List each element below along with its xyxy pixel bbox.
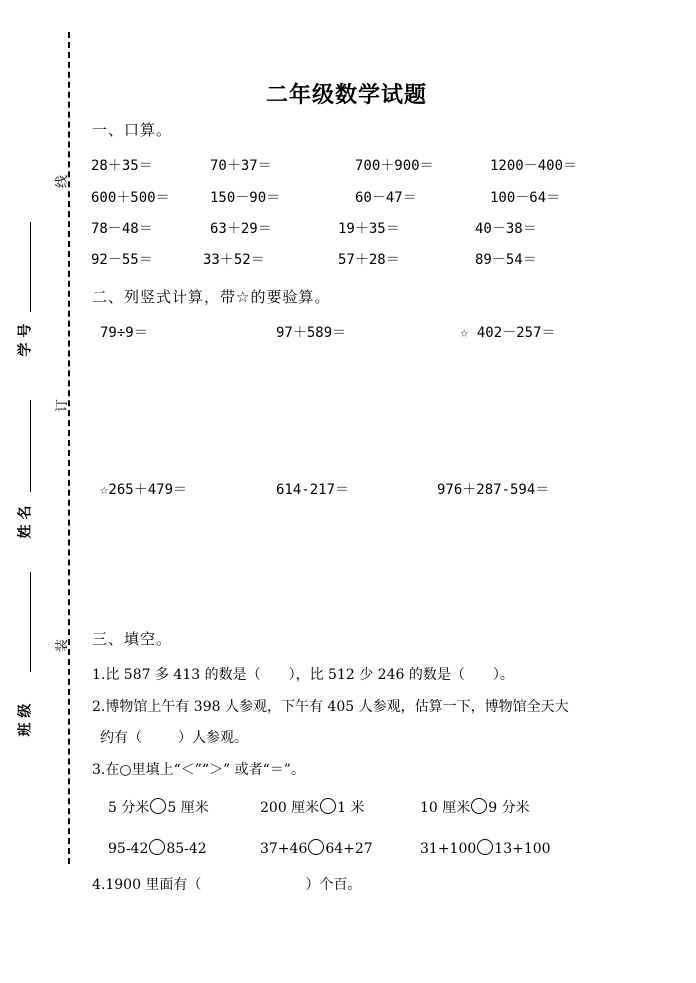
- compare-left: 31+100: [420, 841, 477, 857]
- name-blank-line: [30, 400, 31, 492]
- compare-circle-icon[interactable]: [471, 798, 487, 814]
- mental-math-item: 100－64＝: [490, 190, 561, 206]
- mental-math-item: 150－90＝: [210, 190, 281, 206]
- mental-math-item: 70＋37＝: [210, 158, 272, 174]
- student-id-label: 学 号: [17, 323, 34, 357]
- q1-part-c: ）。: [492, 667, 514, 683]
- vertical-calc-item: 976＋287-594＝: [437, 482, 550, 498]
- mental-math-item: 92－55＝: [91, 252, 153, 268]
- page-title: 二年级数学试题: [266, 83, 428, 108]
- q4-part-b: ）个百。: [305, 877, 362, 893]
- compare-left: 200 厘米: [260, 800, 320, 816]
- vertical-calc-item: 79÷9＝: [100, 325, 148, 341]
- name-label: 姓 名: [17, 505, 34, 539]
- vertical-calc-item: 614-217＝: [276, 482, 350, 498]
- mental-math-item: 40－38＝: [475, 221, 537, 237]
- compare-item: [420, 839, 551, 857]
- compare-item: [108, 797, 209, 817]
- compare-left: 95-42: [108, 841, 149, 857]
- mental-math-item: 63＋29＝: [210, 221, 272, 237]
- vertical-calc-item: ☆ 402－257＝: [460, 325, 556, 341]
- compare-item: [420, 797, 530, 817]
- mental-math-item: 78－48＝: [91, 221, 153, 237]
- mental-math-item: 89－54＝: [475, 252, 537, 268]
- q4-part-a: 4.1900 里面有（: [92, 877, 202, 893]
- compare-circle-icon[interactable]: [308, 839, 324, 855]
- mental-math-item: 28＋35＝: [91, 158, 153, 174]
- compare-left: 10 厘米: [420, 800, 471, 816]
- binding-label-xian: 线: [55, 174, 71, 189]
- compare-right: 5 厘米: [167, 800, 209, 816]
- mental-math-item: 33＋52＝: [203, 252, 265, 268]
- compare-circle-icon[interactable]: [149, 839, 165, 855]
- vertical-calc-item: ☆265＋479＝: [100, 482, 188, 498]
- vertical-calc-item: 97＋589＝: [276, 325, 347, 341]
- class-label: 班 级: [17, 703, 34, 737]
- binding-dashed-line: [68, 32, 70, 864]
- fill-question-3: 3.在○里填上“＜”“＞” 或者“＝”。: [92, 762, 305, 778]
- compare-right: 85-42: [166, 841, 207, 857]
- q2-part-b: 约有（: [100, 730, 142, 746]
- compare-circle-icon[interactable]: [320, 798, 336, 814]
- section1-heading: 一、口算。: [92, 121, 173, 139]
- class-blank-line: [30, 572, 31, 672]
- compare-circle-icon[interactable]: [477, 839, 493, 855]
- mental-math-item: 1200－400＝: [490, 158, 578, 174]
- student-id-blank-line: [30, 222, 31, 312]
- compare-item: [260, 839, 373, 857]
- section2-heading: 二、列竖式计算，带☆的要验算。: [92, 288, 331, 306]
- binding-label-zhuang: 装: [55, 638, 71, 653]
- compare-right: 1 米: [337, 800, 365, 816]
- section3-heading: 三、填空。: [92, 630, 173, 648]
- compare-item: [260, 797, 365, 817]
- mental-math-item: 19＋35＝: [338, 221, 400, 237]
- fill-question-1: [92, 664, 514, 684]
- fill-question-2-line2: [100, 727, 248, 747]
- mental-math-item: 57＋28＝: [338, 252, 400, 268]
- compare-item: [108, 839, 207, 857]
- mental-math-item: 700＋900＝: [355, 158, 434, 174]
- binding-label-ding: 订: [55, 398, 71, 413]
- mental-math-item: 600＋500＝: [91, 190, 170, 206]
- q1-part-a: 1.比 587 多 413 的数是（: [92, 667, 261, 683]
- compare-right: 9 分米: [488, 800, 530, 816]
- fill-question-2-line1: 2.博物馆上午有 398 人参观，下午有 405 人参观，估算一下，博物馆全天大: [92, 699, 569, 715]
- fill-question-4: [92, 874, 361, 894]
- mental-math-item: 60－47＝: [355, 190, 417, 206]
- q1-part-b: ），比 512 少 246 的数是（: [288, 667, 465, 683]
- compare-right: 64+27: [325, 841, 373, 857]
- compare-right: 13+100: [494, 841, 551, 857]
- q2-part-c: ）人参观。: [178, 730, 248, 746]
- compare-left: 5 分米: [108, 800, 150, 816]
- compare-circle-icon[interactable]: [150, 798, 166, 814]
- compare-left: 37+46: [260, 841, 308, 857]
